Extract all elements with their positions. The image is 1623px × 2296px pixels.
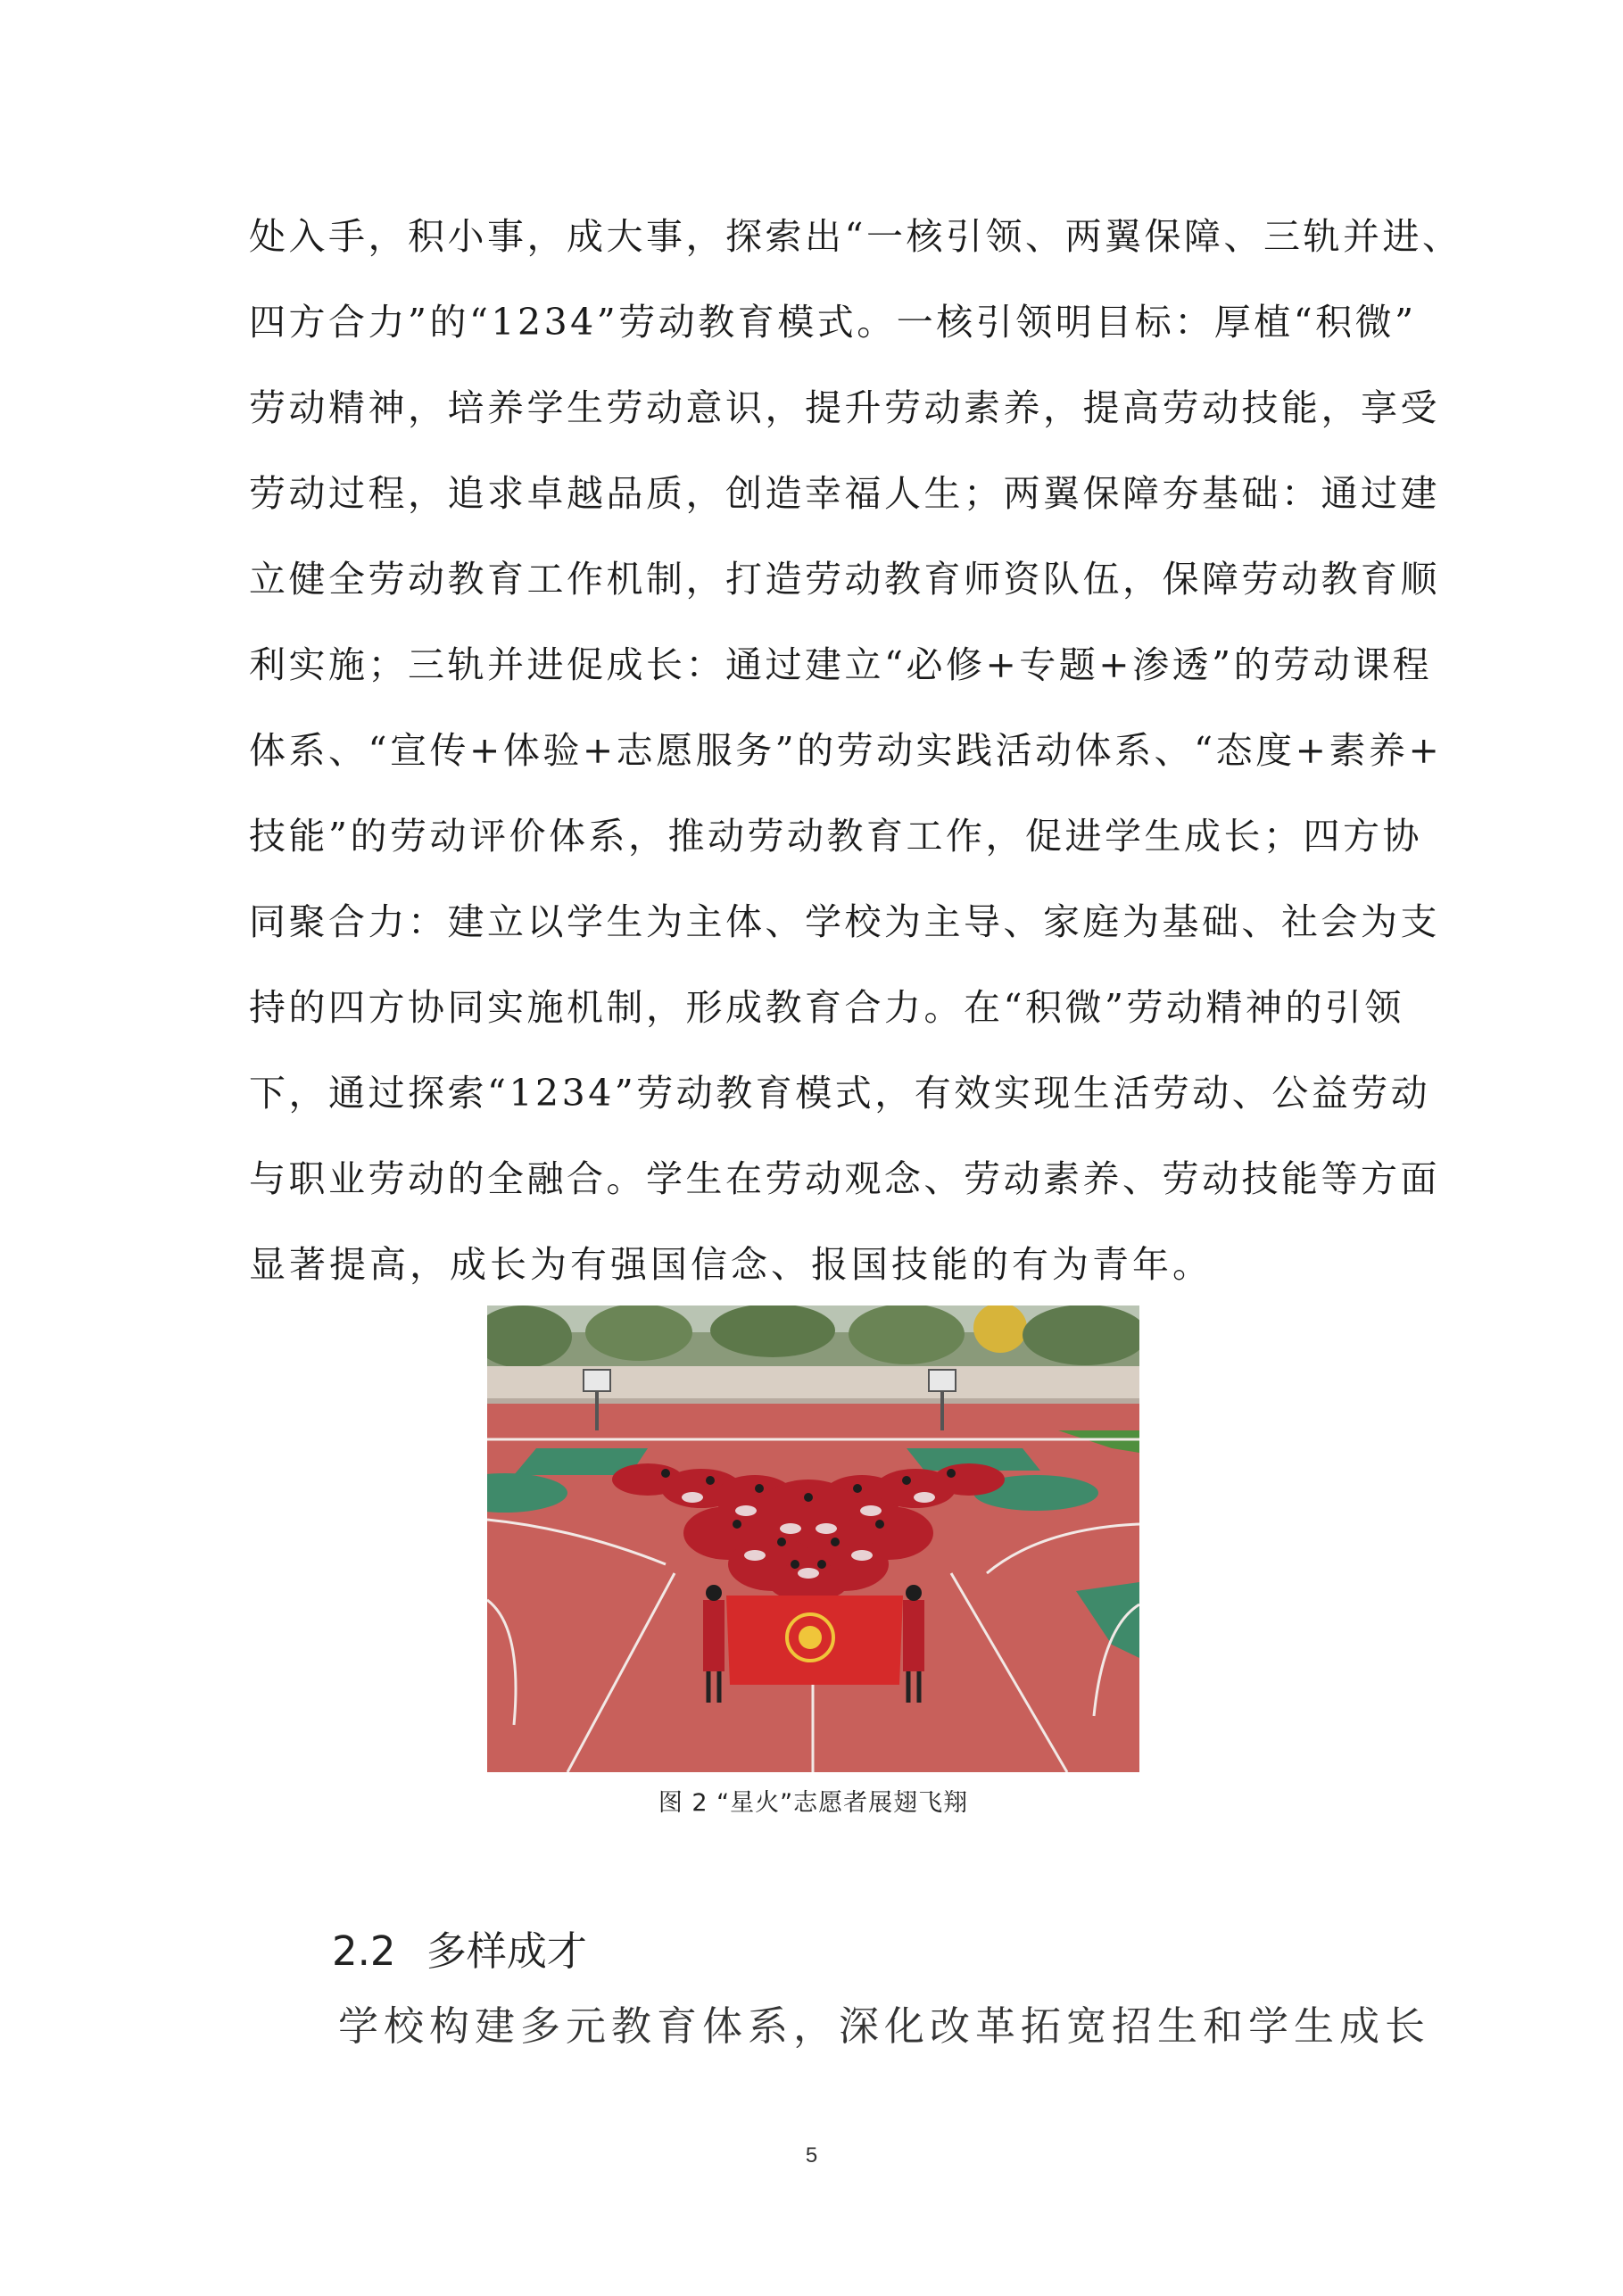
body-line: 利实施；三轨并进促成长：通过建立“必修+专题+渗透”的劳动课程 <box>249 643 1433 686</box>
body-line: 四方合力”的“1234”劳动教育模式。一核引领明目标：厚植“积微” <box>249 301 1417 344</box>
body-line: 处入手，积小事，成大事，探索出“一核引领、两翼保障、三轨并进、 <box>249 215 1462 258</box>
page-number: 5 <box>805 2143 818 2168</box>
body-line: 持的四方协同实施机制，形成教育合力。在“积微”劳动精神的引领 <box>249 986 1404 1029</box>
body-line: 劳动精神，培养学生劳动意识，提升劳动素养，提高劳动技能，享受 <box>249 386 1440 429</box>
body-line: 与职业劳动的全融合。学生在劳动观念、劳动素养、劳动技能等方面 <box>249 1157 1440 1200</box>
section-number: 2.2 <box>332 1927 396 1975</box>
body-line: 劳动过程，追求卓越品质，创造幸福人生；两翼保障夯基础：通过建 <box>249 472 1440 515</box>
photo-illustration <box>487 1305 1139 1772</box>
body-line: 体系、“宣传+体验+志愿服务”的劳动实践活动体系、“态度+素养+ <box>249 729 1443 772</box>
figure-caption: 图 2 “星火”志愿者展翅飞翔 <box>658 1789 969 1817</box>
body-line: 下，通过探索“1234”劳动教育模式，有效实现生活劳动、公益劳动 <box>249 1072 1431 1115</box>
body-line: 立健全劳动教育工作机制，打造劳动教育师资队伍，保障劳动教育顺 <box>249 558 1440 601</box>
body-line: 显著提高，成长为有强国信念、报国技能的有为青年。 <box>249 1243 1213 1286</box>
section-first-line: 学校构建多元教育体系，深化改革拓宽招生和学生成长 <box>338 2002 1431 2050</box>
section-title: 多样成才 <box>426 1927 587 1975</box>
volunteers-photo <box>487 1305 1139 1772</box>
body-line: 技能”的劳动评价体系，推动劳动教育工作，促进学生成长；四方协 <box>249 815 1422 858</box>
body-paragraph <box>249 209 1462 1322</box>
body-line: 同聚合力：建立以学生为主体、学校为主导、家庭为基础、社会为支 <box>249 900 1440 943</box>
section-heading <box>332 1919 587 1977</box>
